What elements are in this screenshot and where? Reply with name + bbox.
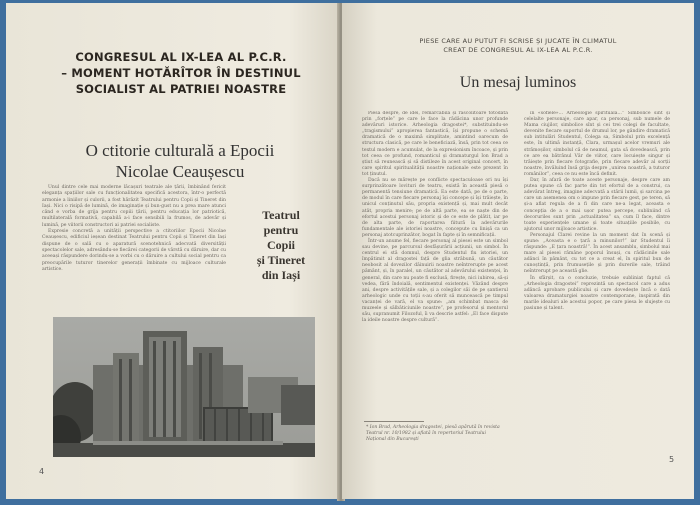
body-paragraph: Personajul Clarei revine la un moment dat în scenă și spune: „Aceasta e o țară a minunilor!” iar Studentul îi răspunde: „E țara noastră!”. În acest ansamblu, simbolul mai mare al piesei rămâne poporul însuși, cu rădăcinile sale adânci în pământ, cu tot ce a creat el, în spiritul bun de cunoștință, prin frumusețile și prin durerile sale, trăind neîntrerupt pe această glie. <box>524 232 670 275</box>
sidebar-line: și Tineret <box>256 253 306 267</box>
body-paragraph: Unul dintre cele mai moderne lăcașuri teatrale ale țării, îmbinând fericit eleganța spațiilor sale cu funcționalitatea specifică acestora, într-o perfectă armonie a liniilor și culorii, a fost hărăzit Teatrului pentru Copii și Tineret din Iași. Nici o risipă de lumină, de imaginație și bun-gust nu a prea mare atunci când e vorba de grija pentru copiii țării, pentru educația lor patriotică, multilaterală formativă, capabilă a-i face sensibili la frumos, de adevăr și lumină, pe viitorii constructori ai patriei socialiste. <box>42 185 226 228</box>
footnote: * Ion Brad, Arheologia dragostei, piesă apărută în revista Teatrul nr. 10/1982 și aflată în repertoriul Teatrului Național din București <box>366 425 500 442</box>
header-line: CREAT DE CONGRESUL AL IX-LEA AL P.C.R. <box>443 45 593 54</box>
building-illustration <box>53 317 315 457</box>
page-number: 5 <box>669 455 675 464</box>
right-page <box>342 3 694 499</box>
sidebar-line: din Iași <box>261 268 301 282</box>
review-title: Un mesaj luminos <box>459 74 577 91</box>
headline-line: SOCIALIST AL PATRIEI NOASTRE <box>75 82 287 96</box>
article-body <box>42 185 226 273</box>
footnote-divider <box>364 421 424 422</box>
body-paragraph: în «sofiele»... Arheologie spirituală...” Simbolice sînt și celelalte personaje, care apar, ca personaj, sub numele de Mama ciujilor, simbolice sînt și cei trei colegi de facultate, devenite fiecare suportul de drumul lor, pe gândire dramatică sub intitulări Studentul, Colega sa, Simbolul prin excelență este, în ultimă instanță, Clara, urmașul acelor vremuri ale strămoșilor, simbolul că de neamul, gata să dovedească, prin ce are ea bătrânul Văr de viitor, care locuiește singur și trăiește prin fiecare fotografie, prin fiecare adevăr al sorții noastre, învăluind însă grija despre „unirea noastră, a tuturor românilor”, ceea ce nu este încă definit. <box>524 111 670 177</box>
magazine-spread <box>6 3 696 501</box>
text-column-2 <box>524 111 670 456</box>
sidebar-line: Copii <box>266 238 295 252</box>
sidebar-line: Teatrul <box>262 208 300 222</box>
title-line: O ctitorie culturală a Epocii <box>85 141 275 160</box>
body-paragraph: În sfârșit, ca o concluzie, trebuie subliniat faptul că „Arheologia dragostei” reprezintă un spectacol care a adus adâncă aprobare publicului și care dovedește încă o dată valoarea dramaturgiei noastre contemporane, inspirată din marile idealuri ale acestui popor, pe care piesa le slujește cu pasiune și talent. <box>524 275 670 311</box>
headline-line: – MOMENT HOTĂRÎTOR ÎN DESTINUL <box>61 66 301 80</box>
theatre-building-photo <box>53 317 315 457</box>
headline-line: CONGRESUL AL IX-LEA AL P.C.R. <box>75 50 287 64</box>
page-number: 4 <box>39 467 45 476</box>
body-paragraph: Expresie concretă a unității perspective a ctitoriilor Epocii Nicolae Ceaușescu, edificiul ieșean destinat Teatrului pentru Copii și Tineret din Iași dispune de o sală cu o aparatură scenotehnică adecvată diversității spectacolelor sale, adresându-se fiecărei categorii de vârstă cu dăruire, dar cu aceeași răspundere dorindu-se a vorbi cu o dăruire a cultului social pentru ca preocupările tuturor tinerelor generații îmbinate cu mijloace culturale artistice. <box>42 229 226 272</box>
body-paragraph: Piesă despre, de idei, remarcabilă și răscolitoare totodată prin „forțele” pe care le face la rădăcina unor profunde adevăruri istorice. Arheologia dragostei*, substituindu-se „tragismului” apropierea fantastică, își propune o schemă dramatică de o maximă simplitate, amintind oarecum de structura clasică, pe care le beneficiază, însă, prin tot ceea ce textul modern e acumulat, de la expresionism încoace, și prin tot ceea ce profund, romanticul și dramaturgul Ion Brad a știut să reunească și să distileze în acest original concert, în care spiritul spiritualității noastre naționale este prezent în tot ținutul. <box>362 111 508 177</box>
left-page <box>6 3 339 499</box>
title-line: Nicolae Ceaușescu <box>115 162 245 181</box>
text-column-1 <box>362 111 508 417</box>
body-paragraph: Dacă nu se mărește pe conflicte spectaculoase ori nu își surprinzătoare lovituri de teatru, există în această piesă o permanentă tensiune dramatică. Ea este dată, pe de o parte, de modul în care fiecare personaj își concepe și își trăiește, în unicul conținutul său, propria existență și, mai mult decât atât, propria menire; pe de altă parte, ea se naște din de efortul acestui personaj istoric și de ce este de plătit, iar pe de alta parte, de raportarea fiitură la adevărurile fundamentale ale istoriei noastre, concepute cu linișă ca un personaj atotcuprinzător, bogat în fapte și în semnificații. <box>362 178 508 238</box>
header-line: PIESE CARE AU PUTUT FI SCRISE ȘI JUCATE ÎN CLIMATUL <box>419 37 617 45</box>
body-paragraph: Dar, în afară de toate aceste personaje, despre care am putea spune că fac parte din tot efortul de a construi, ca adevărat întreg, imagine adecvată a stării lumii, și sarcina pe care un asemenea om o impune prin fiecare gest, pe teren, să și-a aflat regula de a fi din care ne-a legat, aceasta e concepția de a o mai ușor putea percepe, subliniind că decoruriles sunt prin „actualitatea” sa, cum îl face, dintre toate experiențele umane și toate situațiile posibile, cu ajutorul unor mijloace artistice. <box>524 178 670 232</box>
article-title <box>56 140 304 182</box>
sidebar-line: pentru <box>263 223 299 237</box>
section-header <box>368 37 668 54</box>
theatre-name-sidebar <box>246 208 316 283</box>
body-paragraph: Într-un anume fel, fiecare personaj al piesei este un simbol sau devine, pe parcursul desfășurării acțiunii, un simbol. În centrul ei stă domnul, despre Studentul fiu istoriei, un împătimit al dragostei față de glia străbună, un căutător neobosit al dovezilor dăinuirii noastre neîntrerupte pe acest pământ, și, în paralel, un căutător al adevărului existenței, în general, din care nu poate fi exclusă, firește, nici iubirea, să-și vedea, fără îndoială, sentimentul existenței. Văzând despre ani, despre activitățile sale, și a colegilor săi de pe șantierul arheologic unde cu toții s-au oferit să muncească pe timpul vacanței de vară, el va spune: „am schimbat masca de muzeele și sălbăticiunile noastre”, pe profesorul și mentorul său, supranumit Filozoful, îi va descrie astfel: „El face dispute la ideile noastre despre cultură”. <box>362 238 508 324</box>
congress-headline <box>46 49 316 97</box>
